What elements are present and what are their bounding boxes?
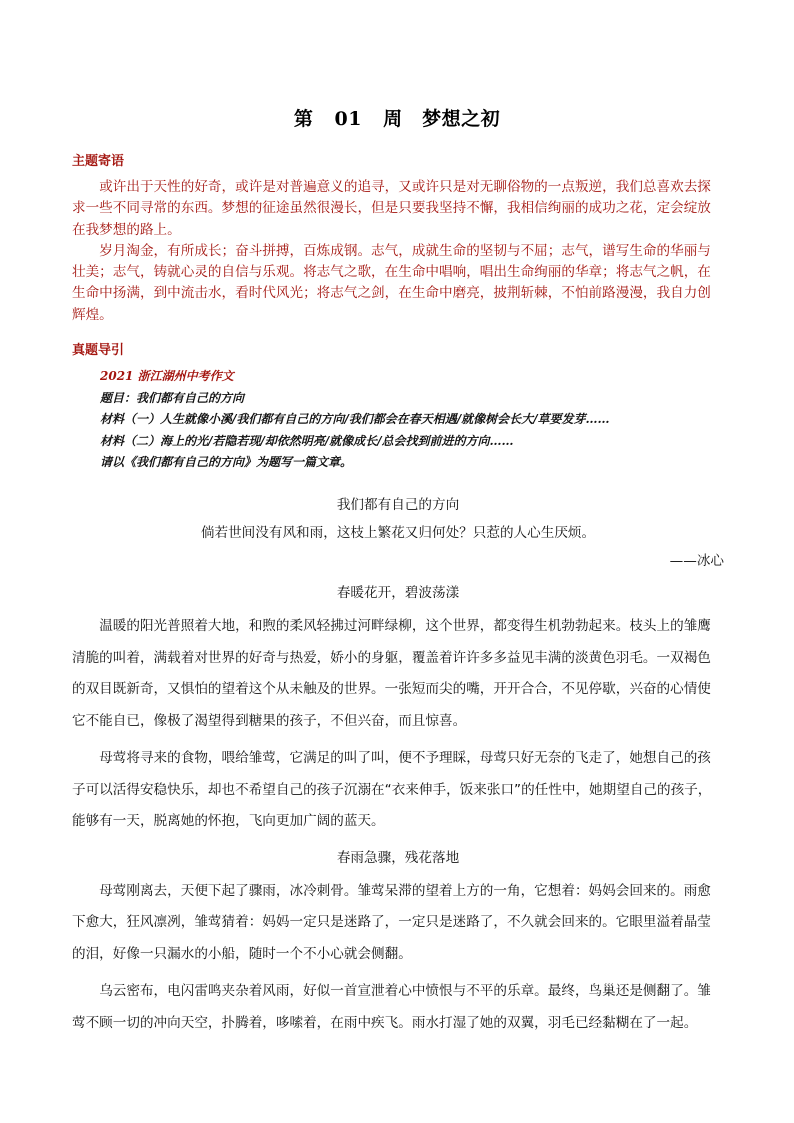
essay-paragraph: 母莺将寻来的食物，喂给雏莺，它满足的叫了叫，便不予理睬，母莺只好无奈的飞走了，她想自己的孩子可以活得安稳快乐，却也不希望自己的孩子沉溺在“衣来伸手，饭来张口”的任性中，她期望自己的孩子，能够有一天，脱离她的怀抱，飞向更加广阔的蓝天。: [72, 750, 712, 829]
essay-paragraph: 乌云密布，电闪雷鸣夹杂着风雨，好似一首宣泄着心中愤恨与不平的乐章。最终，鸟巢还是侧翻了。雏莺不顾一切的冲向天空，扑腾着，哆嗦着，在雨中疾飞。雨水打湿了她的双翼，羽毛已经黏糊在了一起。: [72, 983, 711, 1031]
theme-paragraph: 或许出于天性的好奇，或许是对普遍意义的追寻，又或许只是对无聊俗物的一点叛逆，我们总喜欢去探求一些不同寻常的东西。梦想的征途虽然很漫长，但是只要我坚持不懈，我相信绚丽的成功之花，定会绽放在我梦想的路上。: [72, 179, 711, 238]
prompt-year-line: 2021 浙江湖州中考作文: [100, 369, 234, 383]
section-title: 春雨急骤，残花落地: [336, 849, 460, 866]
essay-epigraph: 倘若世间没有风和雨，这枝上繁花又归何处？只惹的人心生厌烦。: [200, 525, 596, 541]
exam-prompt: [100, 366, 740, 474]
epigraph-author: ——冰心: [669, 553, 724, 569]
theme-heading: 主题寄语: [72, 154, 125, 169]
prompt-material-2: 材料（二）海上的光/若隐若现/却依然明亮/就像成长/总会找到前进的方向……: [100, 433, 514, 448]
prompt-material-1: 材料（一）人生就像小溪/我们都有自己的方向/我们都会在春天相遇/就像树会长大/草要发芽……: [100, 412, 610, 426]
guide-heading: 真题导引: [72, 343, 125, 358]
page-title: 第 01 周 梦想之初: [293, 108, 501, 130]
section-title: 春暖花开，碧波荡漾: [336, 585, 460, 601]
essay: [72, 493, 724, 1045]
theme-section: [72, 177, 724, 326]
essay-paragraph: 母莺刚离去，天便下起了骤雨，冰冷刺骨。雏莺呆滞的望着上方的一角，它想着：妈妈会回来的。雨愈下愈大，狂风凛冽，雏莺猜着：妈妈一定只是迷路了，一定只是迷路了，不久就会回来的。它眼里溢着晶莹的泪，好像一只漏水的小船，随时一个不小心就会侧翻。: [72, 882, 711, 962]
essay-title: 我们都有自己的方向: [336, 497, 460, 513]
essay-paragraph: 温暖的阳光普照着大地，和煦的柔风轻拂过河畔绿柳，这个世界，都变得生机勃勃起来。枝头上的雏鹰清脆的叫着，满载着对世界的好奇与热爱，娇小的身躯，覆盖着许许多多益见丰满的淡黄色羽毛。一双褐色的双目既新奇，又惧怕的望着这个从未触及的世界。一张短而尖的嘴，开开合合，不见停歇，兴奋的心情使它不能自已，像极了渴望得到糖果的孩子，不但兴奋，而且惊喜。: [72, 618, 711, 729]
prompt-instruction: 请以《我们都有自己的方向》为题写一篇文章。: [100, 455, 353, 469]
prompt-topic: 题目：我们都有自己的方向: [100, 390, 245, 405]
theme-paragraph: 岁月淘金，有所成长；奋斗拼搏，百炼成钢。志气，成就生命的坚韧与不屈；志气，谱写生命的华丽与壮美；志气，铸就心灵的自信与乐观。将志气之歌，在生命中唱响，唱出生命绚丽的华章；将志气之帆，在生命中扬满，到中流击水，看时代风光；将志气之剑，在生命中磨亮，披荆斩棘，不怕前路漫漫，我自力创辉煌。: [72, 242, 711, 323]
